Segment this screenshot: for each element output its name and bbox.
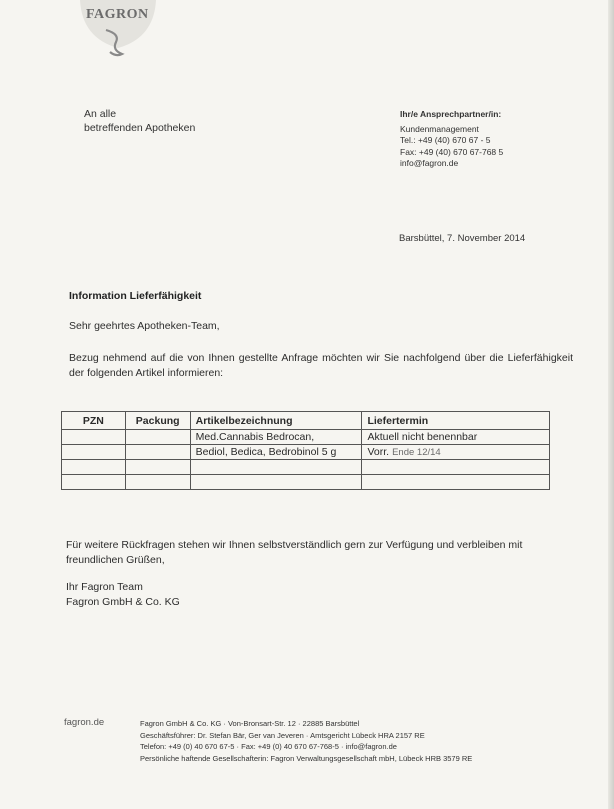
recipient-line: betreffenden Apotheken [84,122,196,134]
liefertermin-text: Aktuell nicht benennbar [367,431,478,443]
footer-partner: Persönliche haftende Gesellschafterin: Fagron Verwaltungsgesellschaft mbH, Lübeck HRB 3579 RE [140,753,473,763]
recipient-block [84,107,195,135]
salutation: Sehr geehrtes Apotheken-Team, [69,320,220,332]
cell-packung [125,475,190,490]
cell-artikel [190,460,362,475]
footer-block [140,718,472,764]
footer-contact: Telefon: +49 (0) 40 670 67-5 · Fax: +49 (0) 40 670 67-768-5 · info@fagron.de [140,742,397,751]
recipient-line: An alle [84,108,117,120]
cell-liefertermin [362,445,550,460]
cell-pzn [62,475,126,490]
body-paragraph: Bezug nehmend auf die von Ihnen gestellte Anfrage möchten wir Sie nachfolgend über die Lieferfähigkeit der folgenden Artikel informieren: [69,352,573,379]
footer-website[interactable]: fagron.de [64,717,105,728]
header-pzn: PZN [62,412,126,430]
footer-management: Geschäftsführer: Dr. Stefan Bär, Ger van Jeveren · Amtsgericht Lübeck HRA 2157 RE [140,730,425,740]
cell-pzn [62,445,126,460]
signoff-company: Fagron GmbH & Co. KG [66,596,180,608]
header-artikelbezeichnung: Artikelbezeichnung [190,412,362,430]
cell-liefertermin [362,460,550,475]
cell-artikel: Med.Cannabis Bedrocan, [190,430,362,445]
table-row [62,475,550,490]
cell-artikel [190,475,362,490]
contact-phone: Tel.: +49 (40) 670 67 - 5 [400,135,491,145]
contact-block [400,109,503,170]
contact-department: Kundenmanagement [400,123,479,134]
page-edge-shadow [608,0,614,809]
availability-table [61,411,550,490]
contact-heading: Ihr/e Ansprechpartner/in: [400,109,502,119]
handwritten-note: Ende 12/14 [392,447,441,458]
cell-liefertermin [362,430,550,445]
header-packung: Packung [125,412,190,430]
table-row [62,430,550,445]
cell-packung [125,460,190,475]
signoff-block [66,580,180,610]
date-line: Barsbüttel, 7. November 2014 [399,233,526,244]
cell-artikel: Bediol, Bedica, Bedrobinol 5 g [190,445,362,460]
footer-address: Fagron GmbH & Co. KG · Von-Bronsart-Str. 12 · 22885 Barsbüttel [140,719,360,728]
closing-paragraph: Für weitere Rückfragen stehen wir Ihnen selbstverständlich gern zur Verfügung und verbleiben mit freundlichen Grüßen, [66,539,523,566]
header-liefertermin: Liefertermin [362,412,550,430]
cell-packung [125,430,190,445]
table-row [62,460,550,475]
cell-pzn [62,460,126,475]
cell-packung [125,445,190,460]
table-row [62,445,550,460]
signoff-team: Ihr Fagron Team [66,581,143,593]
logo-wordmark: FAGRON [86,7,149,22]
cell-pzn [62,430,126,445]
contact-email[interactable]: info@fagron.de [400,158,459,168]
contact-fax: Fax: +49 (40) 670 67-768 5 [400,146,504,157]
liefertermin-text: Vorr. [367,446,390,458]
table-header-row [62,412,550,430]
cell-liefertermin [362,475,550,490]
letter-subject: Information Lieferfähigkeit [69,290,202,302]
